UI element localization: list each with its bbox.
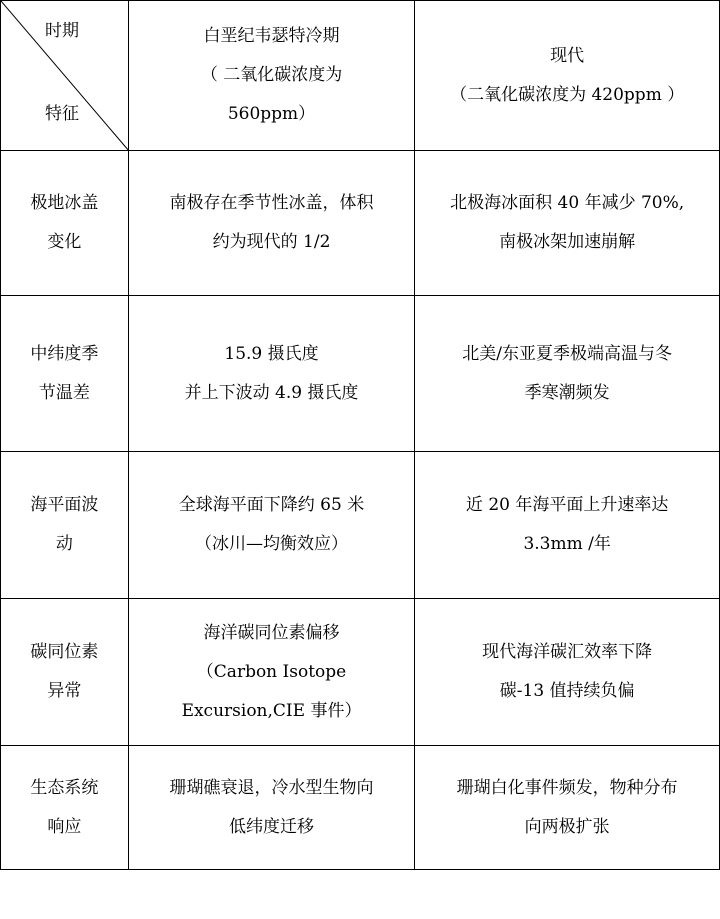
- modern-line: 北美/东亚夏季极端高温与冬: [462, 343, 673, 364]
- cretaceous-line: 低纬度迁移: [229, 816, 315, 837]
- cretaceous-cell: [128, 151, 415, 296]
- feature-line: 响应: [47, 816, 82, 837]
- modern-line: 近 20 年海平面上升速率达: [465, 495, 669, 515]
- cretaceous-line: （Carbon Isotope: [196, 661, 347, 682]
- modern-cell: [415, 452, 720, 599]
- feature-cell: [1, 151, 129, 296]
- period-header-label: 时期: [45, 21, 79, 41]
- cretaceous-header-cell: [128, 1, 415, 151]
- cretaceous-line: 约为现代的 1/2: [212, 232, 331, 252]
- feature-cell: [1, 452, 129, 599]
- modern-line: 季寒潮频发: [524, 382, 610, 403]
- cretaceous-line: 并上下波动 4.9 摄氏度: [184, 382, 359, 403]
- table-row: [1, 746, 720, 870]
- cretaceous-header-line: 560ppm）: [227, 104, 316, 124]
- feature-line: 变化: [47, 232, 82, 252]
- header-row: [1, 1, 720, 151]
- cretaceous-line: （冰川—均衡效应）: [195, 534, 349, 554]
- cretaceous-cell: [128, 296, 415, 452]
- feature-line: 极地冰盖: [30, 193, 99, 213]
- feature-line: 中纬度季: [30, 343, 99, 364]
- cretaceous-cell: [128, 599, 415, 746]
- feature-cell: [1, 599, 129, 746]
- modern-line: 现代海洋碳汇效率下降: [482, 642, 653, 662]
- cretaceous-line: 全球海平面下降约 65 米: [178, 495, 365, 515]
- feature-line: 动: [55, 534, 73, 554]
- modern-line: 南极冰架加速崩解: [499, 232, 636, 252]
- modern-line: 向两极扩张: [524, 816, 610, 837]
- modern-header-line: （二氧化碳浓度为 420ppm ）: [450, 84, 685, 105]
- modern-line: 珊瑚白化事件频发，物种分布: [456, 777, 678, 798]
- modern-line: 碳-13 值持续负偏: [499, 681, 635, 701]
- cretaceous-line: 海洋碳同位素偏移: [203, 622, 340, 643]
- modern-cell: [415, 151, 720, 296]
- table-row: [1, 151, 720, 296]
- modern-cell: [415, 746, 720, 870]
- table-row: [1, 296, 720, 452]
- modern-header-line: 现代: [550, 45, 585, 66]
- table-row: [1, 452, 720, 599]
- feature-cell: [1, 296, 129, 452]
- cretaceous-cell: [128, 452, 415, 599]
- cretaceous-header-line: 白垩纪韦瑟特冷期: [203, 26, 340, 46]
- modern-cell: [415, 296, 720, 452]
- modern-cell: [415, 599, 720, 746]
- feature-line: 生态系统: [30, 777, 99, 798]
- modern-line: 北极海冰面积 40 年减少 70%,: [450, 193, 685, 213]
- feature-line: 异常: [47, 681, 82, 701]
- modern-line: 3.3mm /年: [523, 534, 611, 554]
- cretaceous-line: Excursion,CIE 事件）: [181, 700, 362, 721]
- feature-line: 节温差: [38, 382, 90, 403]
- feature-header-label: 特征: [45, 104, 79, 124]
- cretaceous-line: 南极存在季节性冰盖，体积: [169, 193, 374, 213]
- cretaceous-cell: [128, 746, 415, 870]
- feature-cell: [1, 746, 129, 870]
- cretaceous-header-line: （ 二氧化碳浓度为: [200, 65, 343, 85]
- feature-line: 碳同位素: [30, 642, 99, 662]
- modern-header-cell: [415, 1, 720, 151]
- cretaceous-line: 15.9 摄氏度: [224, 343, 319, 364]
- corner-header-cell: [1, 1, 129, 151]
- feature-line: 海平面波: [30, 495, 99, 515]
- cretaceous-line: 珊瑚礁衰退，冷水型生物向: [169, 777, 374, 798]
- table-row: [1, 599, 720, 746]
